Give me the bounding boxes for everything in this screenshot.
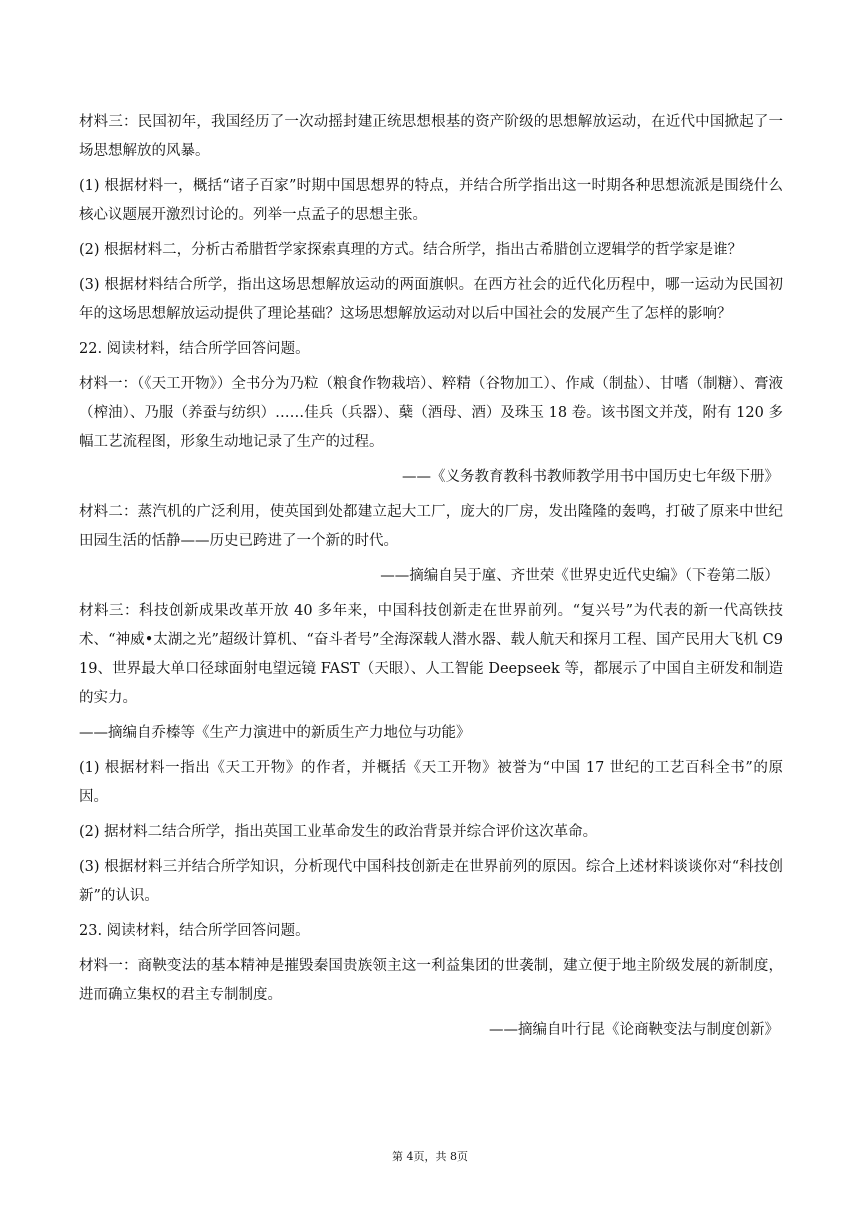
paragraph: 材料一：商鞅变法的基本精神是摧毁秦国贵族领主这一利益集团的世袭制，建立便于地主阶级发展的新制度，进而确立集权的君主专制制度。: [79, 958, 783, 1003]
page-footer: 第 4页，共 8页: [392, 1150, 468, 1163]
document-body: [79, 108, 783, 1051]
question-text: (1) 根据材料一指出《天工开物》的作者，并概括《天工开物》被誉为“中国 17 世纪的工艺百科全书”的原因。: [79, 760, 783, 805]
paragraph: 材料三：民国初年，我国经历了一次动摇封建正统思想根基的资产阶级的思想解放运动，在近代中国掀起了一场思想解放的风暴。: [79, 114, 783, 159]
question-text: (2) 据材料二结合所学，指出英国工业革命发生的政治背景并综合评价这次革命。: [79, 824, 598, 840]
question-heading: 23. 阅读材料，结合所学回答问题。: [79, 923, 310, 939]
question-text: (3) 根据材料三并结合所学知识，分析现代中国科技创新走在世界前列的原因。综合上述材料谈谈你对“科技创新”的认识。: [79, 859, 783, 904]
question-text: (3) 根据材料结合所学，指出这场思想解放运动的两面旗帜。在西方社会的近代化历程中，哪一运动为民国初年的这场思想解放运动提供了理论基础？这场思想解放运动对以后中国社会的发展产生了怎样的影响？: [79, 277, 783, 322]
paragraph: 材料一：（《天工开物》）全书分为乃粒（粮食作物栽培）、粹精（谷物加工）、作咸（制盐）、甘嗜（制糖）、膏液（榨油）、乃服（养蚕与纺织）……佳兵（兵器）、蘖（酒母、酒）及珠玉 18 卷。该书图文并茂，附有 120 多幅工艺流程图，形象生动地记录了生产的过程。: [79, 376, 783, 450]
source-citation: ——《义务教育教科书教师教学用书中国历史七年级下册》: [402, 469, 779, 485]
paragraph: 材料三：科技创新成果改革开放 40 多年来，中国科技创新走在世界前列。“复兴号”为代表的新一代高铁技术、“神威•太湖之光”超级计算机、“奋斗者号”全海深载人潜水器、载人航天和探月工程、国产民用大飞机 C919、世界最大单口径球面射电望远镜 FAST（天眼）、人工智能 Deepseek 等，都展示了中国自主研发和制造的实力。: [79, 603, 783, 706]
source-citation: ——摘编自乔榛等《生产力演进中的新质生产力地位与功能》: [79, 725, 471, 741]
source-citation: ——摘编自叶行昆《论商鞅变法与制度创新》: [489, 1022, 779, 1038]
question-text: (1) 根据材料一，概括“诸子百家”时期中国思想界的特点，并结合所学指出这一时期各种思想流派是围绕什么核心议题展开激烈讨论的。列举一点孟子的思想主张。: [79, 178, 783, 223]
question-heading: 22. 阅读材料，结合所学回答问题。: [79, 341, 310, 357]
question-text: (2) 根据材料二，分析古希腊哲学家探索真理的方式。结合所学，指出古希腊创立逻辑学的哲学家是谁？: [79, 242, 743, 258]
paragraph: 材料二：蒸汽机的广泛利用，使英国到处都建立起大工厂，庞大的厂房，发出隆隆的轰鸣，打破了原来中世纪田园生活的恬静——历史已跨进了一个新的时代。: [79, 504, 783, 549]
source-citation: ——摘编自吴于廑、齐世荣《世界史近代史编》（下卷第二版）: [380, 568, 779, 584]
